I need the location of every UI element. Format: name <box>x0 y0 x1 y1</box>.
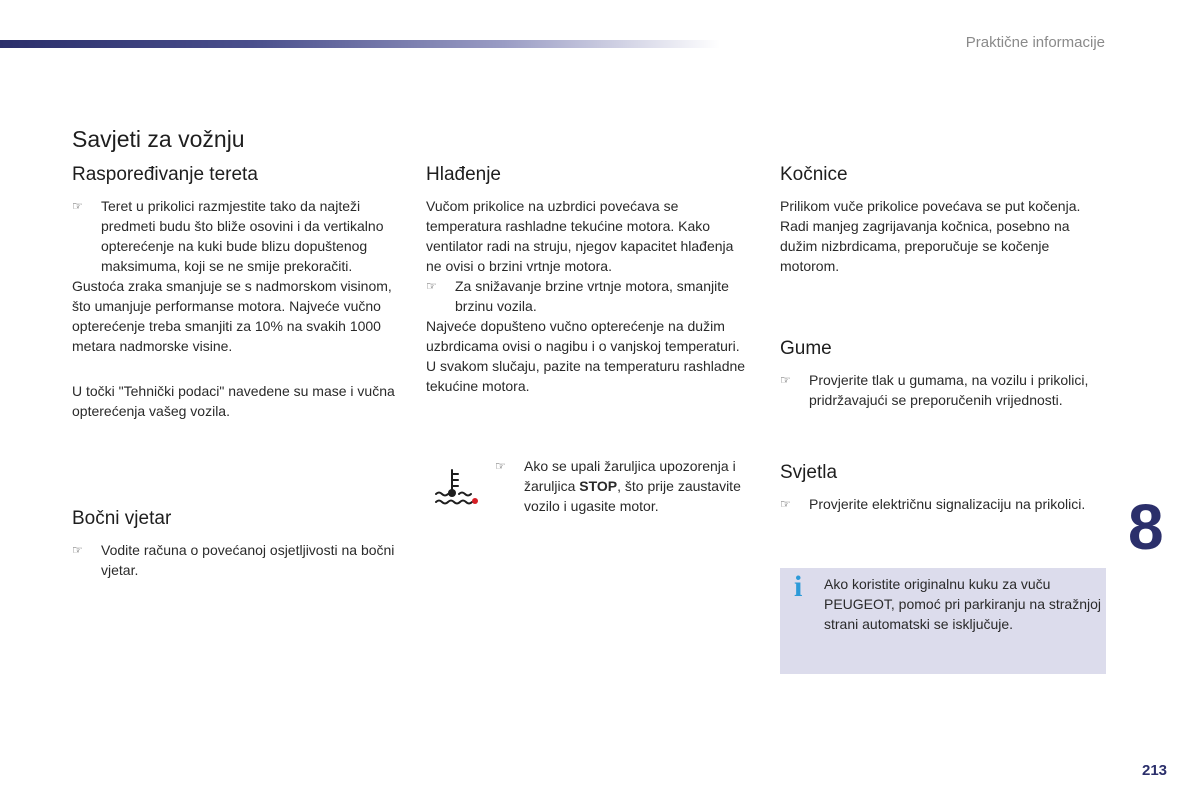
heading-wind: Bočni vjetar <box>72 508 172 529</box>
pointing-hand-icon: ☞ <box>72 199 83 213</box>
bullet-cooling <box>426 276 751 316</box>
warning-text-post: , što prije zaustavite vozilo i ugasite motor. <box>524 478 741 514</box>
heading-cooling: Hlađenje <box>426 164 501 185</box>
page-title: Savjeti za vožnju <box>72 126 245 152</box>
coolant-temperature-icon <box>430 466 480 510</box>
header-title: Praktične informacije <box>965 34 1105 51</box>
warning-text-pre: Ako se upali žaruljica upozorenja i žaruljica <box>524 458 736 494</box>
header-gradient-bar <box>0 40 720 48</box>
pointing-hand-icon: ☞ <box>72 543 83 557</box>
bullet-tyres-text: Provjerite tlak u gumama, na vozilu i prikolici, pridržavajući se preporučenih vrijednosti. <box>809 372 1089 408</box>
bullet-lights <box>780 494 1105 514</box>
paragraph-air-density: Gustoća zraka smanjuje se s nadmorskom visinom, što umanjuje performanse motora. Najveće vučno opterećenje treba smanjiti za 10% na svakih 1000 metara nadmorske visine. <box>72 278 392 354</box>
column-tyres <box>780 338 1105 410</box>
warning-text-stop: STOP <box>579 478 618 494</box>
bullet-load-text: Teret u prikolici razmjestite tako da najteži predmeti budu što bliže osovini i da vertikalno opterećenje na kuki bude blizu dopuštenog maksimuma, koji se ne smije prekoračiti. <box>101 198 384 274</box>
bullet-lights-text: Provjerite električnu signalizaciju na prikolici. <box>809 496 1086 512</box>
column-brakes <box>780 164 1105 276</box>
column-cooling <box>426 164 751 396</box>
info-icon: i <box>794 570 803 603</box>
heading-brakes: Kočnice <box>780 164 848 185</box>
paragraph-brakes-2: Radi manjeg zagrijavanja kočnica, posebno na dužim nizbrdicama, preporučuje se kočenje motorom. <box>780 218 1070 274</box>
pointing-hand-icon: ☞ <box>780 497 791 511</box>
chapter-number: 8 <box>1128 491 1164 563</box>
info-box <box>780 568 1106 674</box>
heading-load: Raspoređivanje tereta <box>72 164 258 185</box>
warning-dot <box>472 498 478 504</box>
bullet-warning <box>495 456 755 516</box>
heading-lights: Svjetla <box>780 462 838 483</box>
warning-note <box>495 456 755 516</box>
paragraph-cooling-3: U svakom slučaju, pazite na temperaturu rashladne tekućine motora. <box>426 358 746 394</box>
bullet-tyres <box>780 370 1105 410</box>
paragraph-technical-data: U točki "Tehnički podaci" navedene su mase i vučna opterećenja vašeg vozila. <box>72 383 395 419</box>
page-number: 213 <box>1142 762 1168 779</box>
paragraph-brakes-1: Prilikom vuče prikolice povećava se put kočenja. <box>780 198 1081 214</box>
column-lights <box>780 462 1105 514</box>
pointing-hand-icon: ☞ <box>495 459 506 473</box>
bullet-wind <box>72 540 397 580</box>
column-load <box>72 164 397 421</box>
paragraph-cooling-2: Najveće dopušteno vučno opterećenje na dužim uzbrdicama ovisi o nagibu i o vanjskoj temperaturi. <box>426 318 740 354</box>
heading-tyres: Gume <box>780 338 832 359</box>
column-wind <box>72 508 397 580</box>
bullet-wind-text: Vodite računa o povećanoj osjetljivosti na bočni vjetar. <box>101 542 395 578</box>
paragraph-cooling-1: Vučom prikolice na uzbrdici povećava se temperatura rashladne tekućine motora. Kako ventilator radi na struju, njegov kapacitet hlađenja ne ovisi o brzini vrtnje motora. <box>426 198 734 274</box>
info-text: Ako koristite originalnu kuku za vuču PEUGEOT, pomoć pri parkiranju na stražnjoj strani automatski se isključuje. <box>824 576 1101 632</box>
pointing-hand-icon: ☞ <box>426 279 437 293</box>
bullet-load <box>72 196 397 276</box>
bullet-cooling-text: Za snižavanje brzine vrtnje motora, smanjite brzinu vozila. <box>455 278 729 314</box>
pointing-hand-icon: ☞ <box>780 373 791 387</box>
